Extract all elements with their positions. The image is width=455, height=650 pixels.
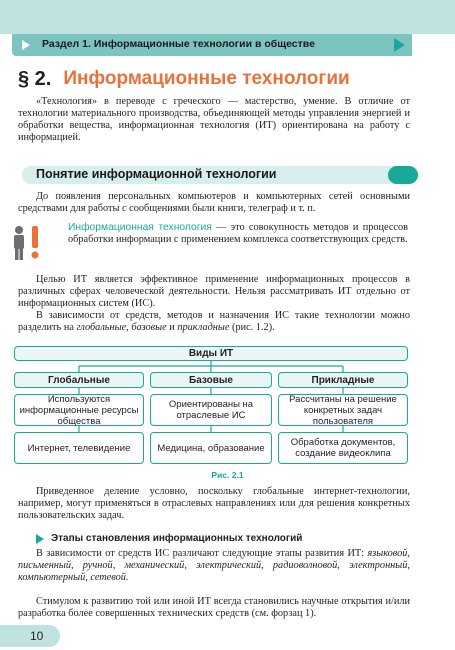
arrow-left-icon — [22, 40, 30, 50]
diagram-col-applied-title: Прикладные — [278, 372, 408, 388]
text-before-computers: До появления персональных компьютеров и компьютерных сетей основными средствами для работы с сообщениями были книги, телеграф и т. п. — [18, 191, 410, 214]
diagram-col-basic-desc: Ориентированы на отраслевые ИС — [150, 394, 272, 426]
text-it-goal: Целью ИТ является эффективное применение информационных процессов в различных сферах человеческой деятельности. Нельзя рассматривать ИТ отдельно от информационных систем (ИС). — [18, 274, 410, 309]
text-division: Приведенное деление условно, поскольку глобальные интернет-технологии, например, могут применяться в отраслевых направлениях или для решения конкретных пользовательских задач. — [18, 486, 410, 521]
diagram-col-applied-desc: Рассчитаны на решение конкретных задач пользователя — [278, 394, 408, 426]
definition-block — [10, 222, 410, 264]
diagram-col-global-example: Интернет, телевидение — [14, 432, 144, 464]
term-global: глобальные — [76, 322, 127, 333]
page-number: 10 — [30, 629, 44, 643]
text-stimulus: Стимулом к развитию той или иной ИТ всегда становились научные открытия и/или разработка более совершенных технических средств (см. форзац 1). — [18, 596, 410, 619]
diagram-col-global-desc: Используются информационные ресурсы общества — [14, 394, 144, 426]
definition-body: — это совокупность методов и процессов обработки информации с применением комплекса соответствующих средств. — [68, 222, 409, 245]
diagram-col-global-title: Глобальные — [14, 372, 144, 388]
triangle-bullet-icon — [36, 534, 44, 544]
section-label: Раздел 1. Информационные технологии в обществе — [42, 38, 315, 50]
text-types-sep1: , — [126, 322, 132, 333]
paragraph-title — [18, 66, 350, 92]
text-types-before: В зависимости от средств, методов и назначения ИС такие технологии можно разделить на — [18, 310, 410, 333]
term-basic: базовые — [131, 322, 167, 333]
diagram-col-basic-title: Базовые — [150, 372, 272, 388]
diagram-col-applied-example: Обработка документов, создание видеоклипа — [278, 432, 408, 464]
text-it-types — [18, 310, 410, 334]
term-applied: прикладные — [177, 322, 230, 333]
diagram-root: Виды ИТ — [14, 346, 408, 361]
it-types-diagram — [14, 346, 408, 466]
heading-stages-label: Этапы становления информационных технологий — [51, 533, 303, 544]
figure-caption: Рис. 2.1 — [211, 470, 244, 480]
diagram-col-basic-example: Медицина, образование — [150, 432, 272, 464]
heading-stages — [36, 533, 302, 544]
arrow-right-icon — [394, 38, 405, 52]
text-stages — [18, 548, 410, 584]
paragraph-number: § 2. — [18, 67, 52, 90]
definition-term: Информационная технология — [68, 222, 212, 233]
intro-paragraph: «Технология» в переводе с греческого — мастерство, умение. В отличие от технологии материального производства, объединяющей методы управления энергией и обработки вещества, информационная технология (ИТ) ориентирована на работу с информацией. — [18, 96, 410, 143]
section-header-bar — [12, 34, 412, 56]
stages-list: языковой, письменный, ручной, механический, электрический, радиоволновой, электронный, компьютерный, сетевой. — [18, 548, 410, 583]
heading-concept — [22, 166, 412, 184]
heading-concept-label: Понятие информационной технологии — [36, 167, 277, 181]
text-types-sep2: и — [166, 322, 178, 333]
heading-tab — [388, 166, 418, 184]
text-types-after: (рис. 1.2). — [229, 322, 275, 333]
paragraph-title-text: Информационные технологии — [63, 68, 350, 89]
definition-text — [68, 222, 408, 246]
page-number-pill — [0, 625, 60, 647]
attention-person-icon — [10, 222, 54, 262]
top-band — [0, 0, 455, 34]
text-stages-before: В зависимости от средств ИС различают следующие этапы развития ИТ: — [36, 548, 368, 559]
